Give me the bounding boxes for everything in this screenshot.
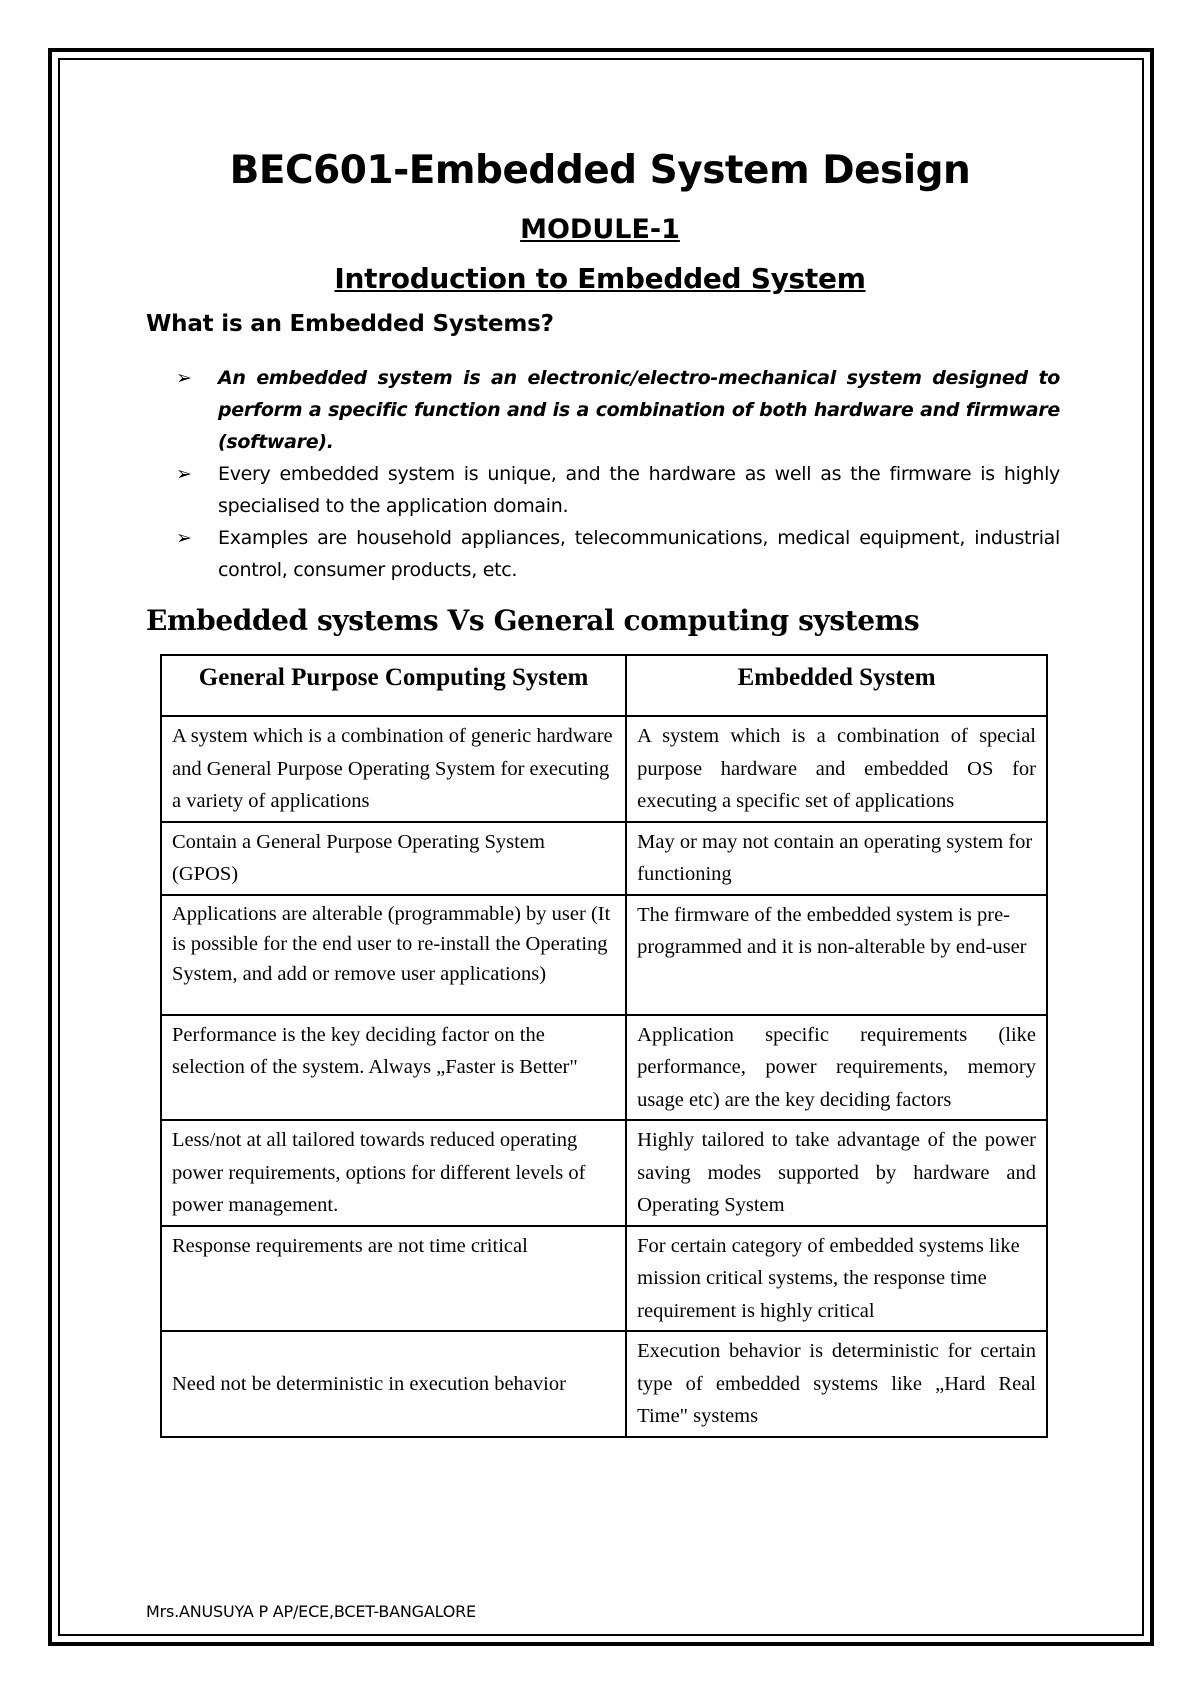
bullet-item xyxy=(176,458,1060,522)
module-heading: MODULE-1 xyxy=(520,214,680,245)
bullet-item xyxy=(176,522,1060,586)
table-cell-gp: A system which is a combination of generic hardware and General Purpose Operating System for executing a variety of applications xyxy=(161,716,626,822)
table-cell-gp: Performance is the key deciding factor on the selection of the system. Always „Faster is Better" xyxy=(161,1015,626,1121)
table-cell-es: Application specific requirements (like performance, power requirements, memory usage etc) are the key deciding factors xyxy=(626,1015,1047,1121)
table-row xyxy=(161,895,1047,1015)
definition-bullet-list xyxy=(176,362,1060,586)
bullet-text: An embedded system is an electronic/electro-mechanical system designed to perform a specific function and is a combination of both hardware and firmware (software). xyxy=(218,367,1060,453)
table-cell-gp: Less/not at all tailored towards reduced operating power requirements, options for different levels of power management. xyxy=(161,1120,626,1226)
arrow-bullet-icon: ➢ xyxy=(176,463,192,485)
table-cell-es: For certain category of embedded systems like mission critical systems, the response time requirement is highly critical xyxy=(626,1226,1047,1332)
table-cell-gp: Response requirements are not time critical xyxy=(161,1226,626,1332)
table-row xyxy=(161,822,1047,895)
table-cell-es: The firmware of the embedded system is pre-programmed and it is non-alterable by end-user xyxy=(626,895,1047,1015)
table-header-row xyxy=(161,655,1047,716)
footer-author: Mrs.ANUSUYA P AP/ECE,BCET-BANGALORE xyxy=(146,1602,476,1621)
chapter-heading: Introduction to Embedded System xyxy=(334,262,866,295)
table-row xyxy=(161,1120,1047,1226)
bullet-text: Examples are household appliances, telecommunications, medical equipment, industrial control, consumer products, etc. xyxy=(218,527,1060,581)
table-cell-gp: Need not be deterministic in execution behavior xyxy=(161,1331,626,1437)
table-row xyxy=(161,1015,1047,1121)
table-cell-es: A system which is a combination of special purpose hardware and embedded OS for executing a specific set of applications xyxy=(626,716,1047,822)
section-heading-what-is: What is an Embedded Systems? xyxy=(146,311,554,337)
header-embedded: Embedded System xyxy=(626,655,1047,716)
table-row xyxy=(161,1331,1047,1437)
table-cell-es: Highly tailored to take advantage of the power saving modes supported by hardware and Operating System xyxy=(626,1120,1047,1226)
bullet-item xyxy=(176,362,1060,458)
arrow-bullet-icon: ➢ xyxy=(176,527,192,549)
table-row xyxy=(161,716,1047,822)
header-general-purpose: General Purpose Computing System xyxy=(161,655,626,716)
table-cell-es: May or may not contain an operating system for functioning xyxy=(626,822,1047,895)
table-cell-es: Execution behavior is deterministic for certain type of embedded systems like „Hard Real Time" systems xyxy=(626,1331,1047,1437)
section-heading-comparison: Embedded systems Vs General computing systems xyxy=(146,604,920,637)
table-cell-gp: Applications are alterable (programmable) by user (It is possible for the end user to re-install the Operating System, and add or remove user applications) xyxy=(161,895,626,1015)
table-cell-gp: Contain a General Purpose Operating System (GPOS) xyxy=(161,822,626,895)
arrow-bullet-icon: ➢ xyxy=(176,367,192,389)
table-row xyxy=(161,1226,1047,1332)
bullet-text: Every embedded system is unique, and the hardware as well as the firmware is highly specialised to the application domain. xyxy=(218,463,1060,517)
comparison-table xyxy=(160,654,1048,1438)
document-title: BEC601-Embedded System Design xyxy=(229,148,971,193)
